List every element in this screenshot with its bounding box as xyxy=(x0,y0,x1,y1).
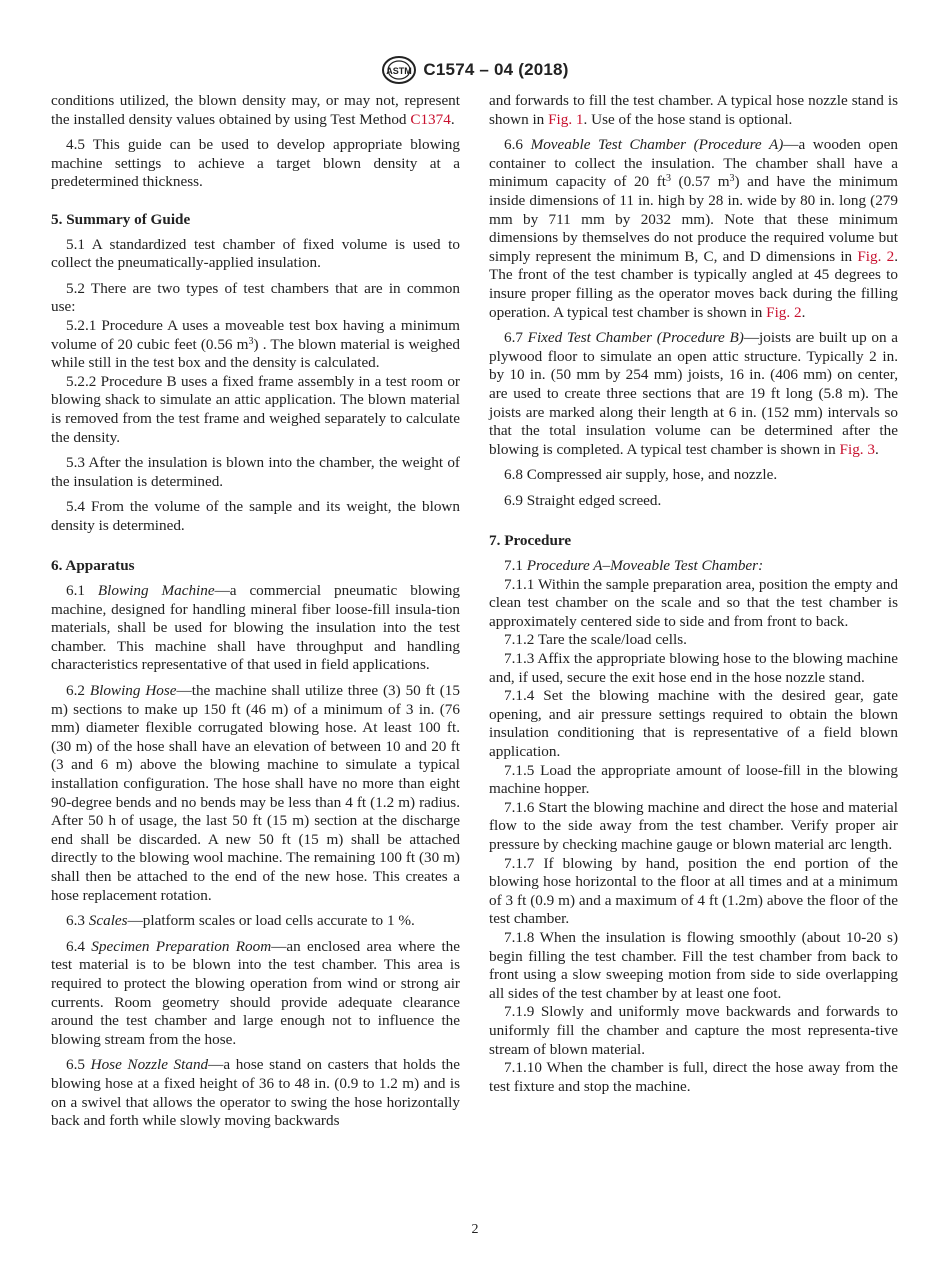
paragraph-5-2-2: 5.2.2 Procedure B uses a fixed frame assembly in a test room or blowing shack to simulate an attic application. The blown material is removed from the test frame and weighed separately to calculate the density. xyxy=(51,372,460,446)
paragraph-7-1-9: 7.1.9 Slowly and uniformly move backwards and forwards to uniformly fill the chamber and capture the most representa-tive stream of blown material. xyxy=(489,1003,898,1058)
left-column xyxy=(51,92,460,1131)
paragraph-5-3: 5.3 After the insulation is blown into the chamber, the weight of the insulation is determined. xyxy=(51,454,460,490)
paragraph-6-9: 6.9 Straight edged screed. xyxy=(504,491,662,509)
paragraph-7-1: 7.1 Procedure A–Moveable Test Chamber: xyxy=(504,557,764,575)
section-6-heading: 6. Apparatus xyxy=(51,557,135,575)
paragraph-7-1-8: 7.1.8 When the insulation is flowing smoothly (about 10-20 s) begin filling the test chamber. Fill the test chamber from back to front using a slow sweeping motion from side to side overlapping all sides of the test chamber by at least one foot. xyxy=(489,928,898,1002)
link-fig-3[interactable]: Fig. 3 xyxy=(839,440,875,458)
section-5-heading: 5. Summary of Guide xyxy=(51,210,191,228)
paragraph-6-6: 6.6 Moveable Test Chamber (Procedure A)—a wooden open container to collect the insulation. The chamber shall have a minimum capacity of 20 $ft^3$ (0.57 $m^3$) and have the minimum inside dimensions of 11 in. high by 28 in. wide by 80 in. long (279 mm by 711 mm by 2032 mm). Note that these minimum dimensions by themselves do not produce the required volume but simply represent the minimum B, C, and D dimensions in Fig. 2. The front of the test chamber is typically angled at 45 degrees to insure proper filling as the operator moves back during the filling operation. A typical test chamber is shown in Fig. 2. xyxy=(489,136,898,321)
paragraph-7-1-2: 7.1.2 Tare the scale/load cells. xyxy=(504,631,687,649)
page-number: 2 xyxy=(471,1222,479,1237)
paragraph-6-7: 6.7 Fixed Test Chamber (Procedure B)—joists are built up on a plywood floor to simulate an open attic structure. Typically 2 in. by 10 in. (50 mm by 254 mm) joists, 16 in. (406 mm) on center, are used to create three sections that are 19 ft long (5.8 m). The joists are marked along their length at 6 in. (152 mm) intervals so that the total insulation volume can be determined after the blowing is completed. A typical test chamber is shown in Fig. 3. xyxy=(489,329,898,458)
paragraph-7-1-10: 7.1.10 When the chamber is full, direct the hose away from the test fixture and stop the machine. xyxy=(489,1059,898,1095)
astm-logo-icon xyxy=(381,55,417,85)
paragraph-6-5: 6.5 Hose Nozzle Stand—a hose stand on casters that holds the blowing hose at a fixed height of 36 to 48 in. (0.9 to 1.2 m) and is on a swivel that allows the operator to swing the hose horizontally back and forth while slowly moving backwards xyxy=(51,1056,461,1130)
paragraph-5-4: 5.4 From the volume of the sample and its weight, the blown density is determined. xyxy=(51,498,460,534)
paragraph-7-1-7: 7.1.7 If blowing by hand, position the end portion of the blowing hose horizontal to the floor at all times and at a minimum of 3 ft (0.9 m) and a maximum of 4 ft (1.2m) above the floor of the test chamber. xyxy=(489,854,898,928)
link-fig-2[interactable]: Fig. 2 xyxy=(857,247,895,265)
paragraph-6-4: 6.4 Specimen Preparation Room—an enclosed area where the test material is to be blown into the test chamber. This area is required to protect the blowing operation from wind or strong air currents. Room geometry should provide adequate clearance around the test chamber and large enough not to influence the blowing stream from the hose. xyxy=(51,937,461,1048)
page-header xyxy=(0,53,950,87)
link-fig-2-second[interactable]: Fig. 2 xyxy=(766,303,802,321)
astm-logo-text: ASTM xyxy=(386,66,413,76)
link-fig-1[interactable]: Fig. 1 xyxy=(548,110,584,128)
paragraph-5-2-1: 5.2.1 Procedure A uses a moveable test box having a minimum volume of 20 cubic feet (0.56 $m^3$) . The blown material is weighed while still in the test box and the density is calculated. xyxy=(51,316,460,372)
paragraph-7-1-3: 7.1.3 Affix the appropriate blowing hose to the blowing machine and, if used, secure the exit hose end in the hose nozzle stand. xyxy=(489,650,898,686)
paragraph-6-5-continued: and forwards to fill the test chamber. A typical hose nozzle stand is shown in Fig. 1. Use of the hose stand is optional. xyxy=(489,92,898,128)
paragraph-6-3: 6.3 Scales—platform scales or load cells accurate to 1 %. xyxy=(66,912,415,930)
paragraph-7-1-4: 7.1.4 Set the blowing machine with the desired gear, gate opening, and air pressure settings required to obtain the blown insulation conditioning that is representative of a field blown application. xyxy=(489,687,898,760)
paragraph-6-2: 6.2 Blowing Hose—the machine shall utilize three (3) 50 ft (15 m) sections to make up 150 ft (46 m) of a minimum of 3 in. (76 mm) diameter flexible corrugated blowing hose. At least 100 ft. (30 m) of the hose shall have an elevation of between 10 and 20 ft (3 and 6 m) above the blowing machine to simulate a typical installation configuration. The hose shall have no more than eight 90-degree bends and no bends may be less than 4 ft (1.2 m) radius. After 50 h of usage, the last 50 ft (15 m) section at the discharge end shall be discarded. A new 50 ft (15 m) shall be attached directly to the blowing wool machine. The remaining 100 ft (30 m) shall then be attached to the end of the new hose. This creates a hose replacement rotation. xyxy=(51,682,460,904)
paragraph-5-1: 5.1 A standardized test chamber of fixed volume is used to collect the pneumatically-applied insulation. xyxy=(51,235,460,272)
paragraph-7-1-5: 7.1.5 Load the appropriate amount of loose-fill in the blowing machine hopper. xyxy=(489,761,898,798)
paragraph-4-4-continued: conditions utilized, the blown density may, or may not, represent the installed density values obtained by using Test Method C1374. xyxy=(51,92,460,128)
right-column xyxy=(489,92,898,1096)
paragraph-4-5: 4.5 This guide can be used to develop appropriate blowing machine settings to achieve a target blown density at a predetermined thickness. xyxy=(51,136,460,191)
paragraph-6-8: 6.8 Compressed air supply, hose, and nozzle. xyxy=(504,466,778,484)
paragraph-6-1: 6.1 Blowing Machine—a commercial pneumatic blowing machine, designed for handling mineral fiber loose-fill insula-tion materials, shall be used for blowing the insulation into the test chamber. This machine shall have throughput and handling characteristics representative of that used in field applications. xyxy=(51,582,460,674)
section-7-heading: 7. Procedure xyxy=(489,532,572,550)
paragraph-5-2: 5.2 There are two types of test chambers that are in common use: xyxy=(51,279,460,316)
standard-designation: C1574 – 04 (2018) xyxy=(423,60,569,79)
paragraph-7-1-6: 7.1.6 Start the blowing machine and direct the hose and material flow to the side away from the test chamber. Verify proper air pressure by checking machine gauge or blown material arc length. xyxy=(489,798,898,853)
link-c1374[interactable]: C1374 xyxy=(410,110,451,128)
paragraph-7-1-1: 7.1.1 Within the sample preparation area, position the empty and clean test chamber on the scale and so that the test chamber is approximately centered side to side and from front to back. xyxy=(489,575,898,630)
